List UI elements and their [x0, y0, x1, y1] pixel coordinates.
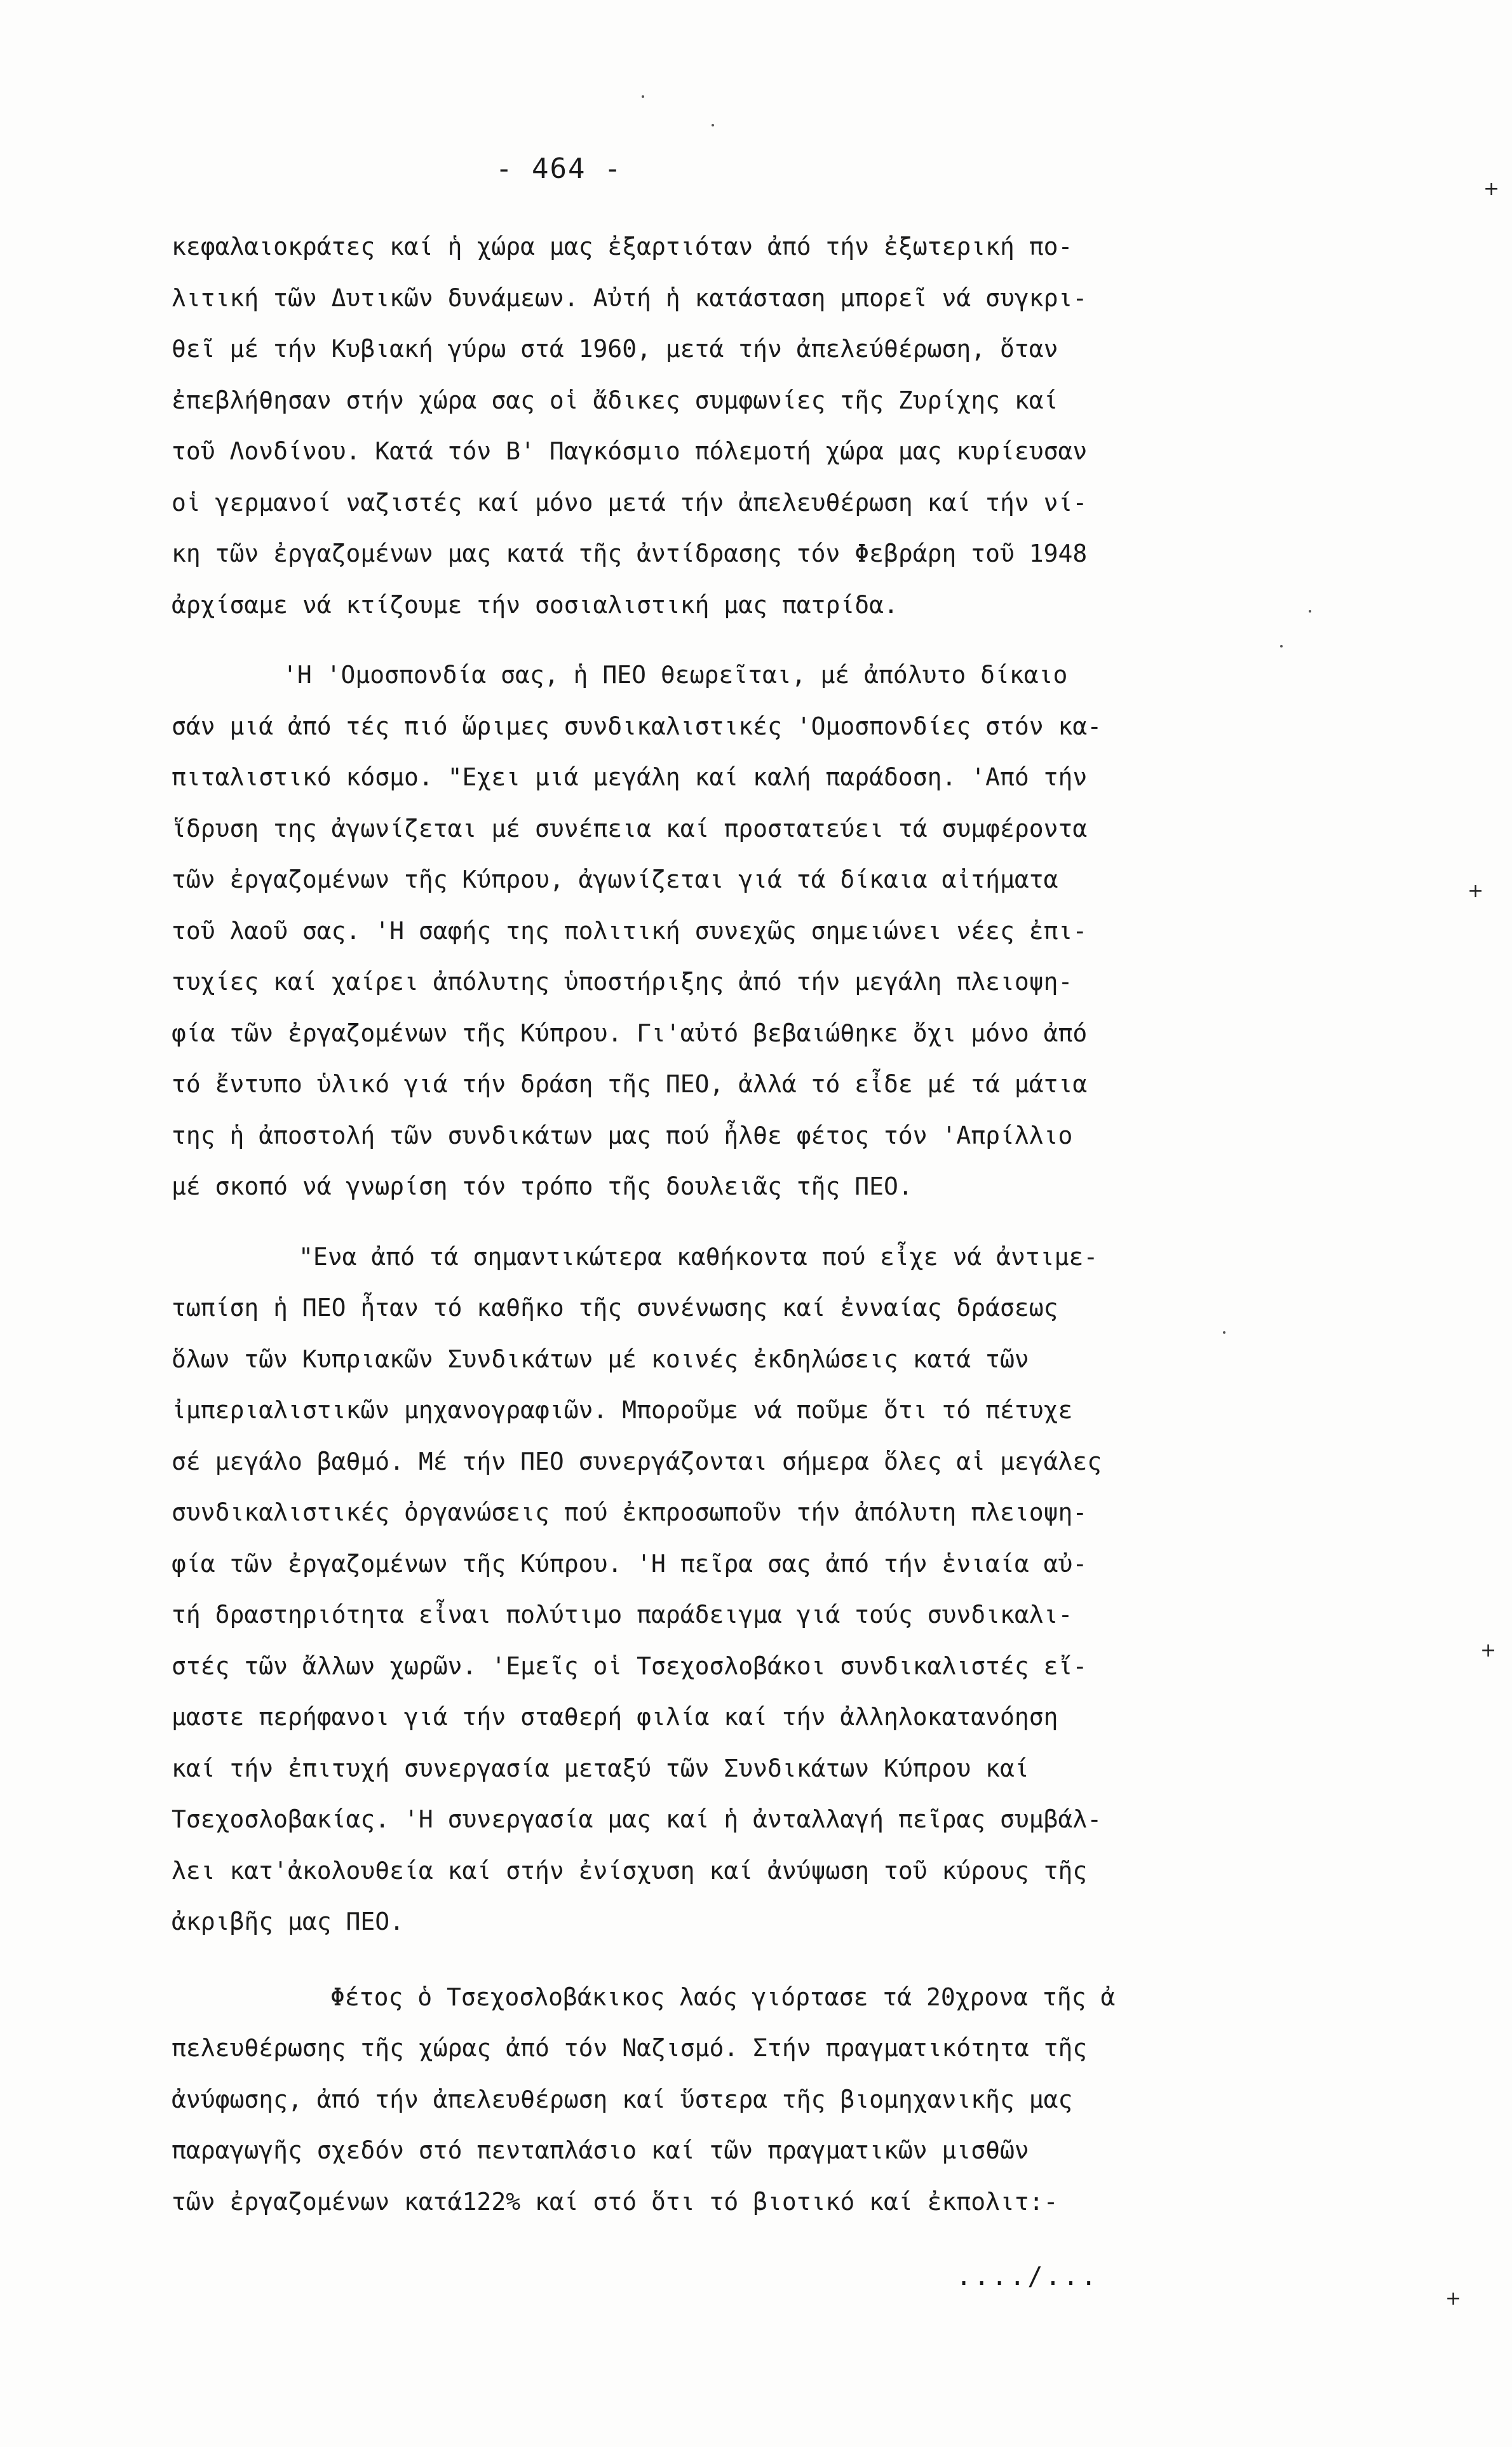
scan-speck	[712, 124, 714, 126]
text-line: ἰμπεριαλιστικῶν μηχανογραφιῶν. Μποροῦμε νά ποῦμε ὅτι τό πέτυχε	[172, 1396, 1073, 1424]
text-line: ἐπεβλήθησαν στήν χώρα σας οἱ ἄδικες συμφωνίες τῆς Ζυρίχης καί	[172, 386, 1058, 414]
paragraph-2	[172, 649, 1290, 1212]
text-line: ἀρχίσαμε νά κτίζουμε τήν σοσιαλιστική μας πατρίδα.	[172, 590, 898, 619]
text-line: παραγωγῆς σχεδόν στό πενταπλάσιο καί τῶν πραγματικῶν μισθῶν	[172, 2136, 1029, 2164]
text-line: φία τῶν ἐργαζομένων τῆς Κύπρου. Γι'αὐτό βεβαιώθηκε ὄχι μόνο ἀπό	[172, 1019, 1088, 1047]
paragraph-4	[172, 1972, 1290, 2228]
text-line: κη τῶν ἐργαζομένων μας κατά τῆς ἀντίδρασης τόν Φεβράρη τοῦ 1948	[172, 539, 1088, 567]
text-line: 'Η 'Ομοσπονδία σας, ἡ ΠΕΟ θεωρεῖται, μέ ἀπόλυτο δίκαιο	[283, 661, 1068, 689]
margin-mark: +	[1468, 880, 1484, 902]
text-line: θεῖ μέ τήν Κυβιακή γύρω στά 1960, μετά τήν ἀπελεύθέρωση, ὅταν	[172, 335, 1058, 363]
paragraph-3	[172, 1231, 1290, 1948]
text-line: τυχίες καί χαίρει ἀπόλυτης ὑποστήριξης ἀπό τήν μεγάλη πλειοψη-	[172, 968, 1073, 996]
text-line: καί τήν ἐπιτυχή συνεργασία μεταξύ τῶν Συνδικάτων Κύπρου καί	[172, 1754, 1029, 1782]
text-line: της ἡ ἀποστολή τῶν συνδικάτων μας πού ἦλθε φέτος τόν 'Απρίλλιο	[172, 1121, 1073, 1149]
text-line: πελευθέρωσης τῆς χώρας ἀπό τόν Ναζισμό. Στήν πραγματικότητα τῆς	[172, 2034, 1088, 2062]
text-line: Τσεχοσλοβακίας. 'Η συνεργασία μας καί ἡ ἀνταλλαγή πεῖρας συμβάλ-	[172, 1805, 1102, 1833]
text-line: στές τῶν ἄλλων χωρῶν. 'Εμεῖς οἱ Τσεχοσλοβάκοι συνδικαλιστές εἴ-	[172, 1651, 1088, 1680]
text-line: Φέτος ὁ Τσεχοσλοβάκικος λαός γιόρτασε τά 20χρονα τῆς ἀ	[330, 1983, 1116, 2011]
text-line: τωπίση ἡ ΠΕΟ ἦταν τό καθῆκο τῆς συνένωσης καί ἐνναίας δράσεως	[172, 1294, 1058, 1322]
text-line: λει κατ'ἀκολουθεία καί στήν ἐνίσχυση καί ἀνύψωση τοῦ κύρους τῆς	[172, 1856, 1088, 1885]
text-line: σάν μιά ἀπό τές πιό ὥριμες συνδικαλιστικές 'Ομοσπονδίες στόν κα-	[172, 712, 1102, 740]
text-line: τῶν ἐργαζομένων κατά122% καί στό ὅτι τό βιοτικό καί ἐκπολιτ:-	[172, 2187, 1058, 2216]
page-number: - 464 -	[496, 153, 623, 185]
margin-mark: +	[1445, 2288, 1462, 2310]
text-line: ὅλων τῶν Κυπριακῶν Συνδικάτων μέ κοινές ἐκδηλώσεις κατά τῶν	[172, 1345, 1029, 1373]
text-line: πιταλιστικό κόσμο. "Εχει μιά μεγάλη καί καλή παράδοση. 'Από τήν	[172, 763, 1088, 791]
scan-speck	[1280, 645, 1283, 647]
text-line: τή δραστηριότητα εἶναι πολύτιμο παράδειγμα γιά τούς συνδικαλι-	[172, 1601, 1073, 1629]
margin-mark: +	[1480, 1639, 1497, 1662]
text-line: μαστε περήφανοι γιά τήν σταθερή φιλία καί τήν ἀλληλοκατανόηση	[172, 1703, 1058, 1731]
continuation-marker: ..../...	[956, 2262, 1099, 2291]
text-line: ἀκριβῆς μας ΠΕΟ.	[172, 1908, 405, 1935]
letter-body	[172, 221, 1290, 2227]
text-line: μέ σκοπό νά γνωρίση τόν τρόπο τῆς δουλειᾶς τῆς ΠΕΟ.	[172, 1172, 913, 1200]
text-line: λιτική τῶν Δυτικῶν δυνάμεων. Αὐτή ἡ κατάσταση μπορεῖ νά συγκρι-	[172, 283, 1088, 312]
scan-speck	[1223, 1331, 1225, 1334]
text-line: τοῦ λαοῦ σας. 'Η σαφής της πολιτική συνεχῶς σημειώνει νέες ἐπι-	[172, 916, 1088, 945]
text-line: τῶν ἐργαζομένων τῆς Κύπρου, ἀγωνίζεται γιά τά δίκαια αἰτήματα	[172, 865, 1058, 893]
text-line: φία τῶν ἐργαζομένων τῆς Κύπρου. 'Η πεῖρα σας ἀπό τήν ἑνιαία αὐ-	[172, 1549, 1088, 1578]
paragraph-1	[172, 221, 1290, 630]
text-line: τοῦ Λονδίνου. Κατά τόν Β' Παγκόσμιο πόλεμοτή χώρα μας κυρίευσαν	[172, 437, 1088, 465]
text-line: κεφαλαιοκράτες καί ἡ χώρα μας ἐξαρτιόταν ἀπό τήν ἐξωτερική πο-	[172, 233, 1073, 261]
margin-mark: +	[1483, 178, 1500, 200]
text-line: ἀνύφωσης, ἀπό τήν ἀπελευθέρωση καί ὕστερα τῆς βιομηχανικῆς μας	[172, 2085, 1073, 2113]
text-line: οἱ γερμανοί ναζιστές καί μόνο μετά τήν ἀπελευθέρωση καί τήν νί-	[172, 488, 1088, 517]
text-line: συνδικαλιστικές ὀργανώσεις πού ἐκπροσωποῦν τήν ἀπόλυτη πλειοψη-	[172, 1498, 1088, 1526]
text-line: "Ενα ἀπό τά σημαντικώτερα καθήκοντα πού εἶχε νά ἀντιμε-	[299, 1242, 1098, 1271]
scan-speck	[1309, 610, 1311, 613]
scan-speck	[642, 95, 644, 98]
text-line: ἵδρυση της ἀγωνίζεται μέ συνέπεια καί προστατεύει τά συμφέροντα	[172, 814, 1088, 843]
text-line: σέ μεγάλο βαθμό. Μέ τήν ΠΕΟ συνεργάζονται σήμερα ὅλες αἱ μεγάλες	[172, 1447, 1102, 1475]
text-line: τό ἔντυπο ὑλικό γιά τήν δράση τῆς ΠΕΟ, ἀλλά τό εἶδε μέ τά μάτια	[172, 1070, 1088, 1098]
